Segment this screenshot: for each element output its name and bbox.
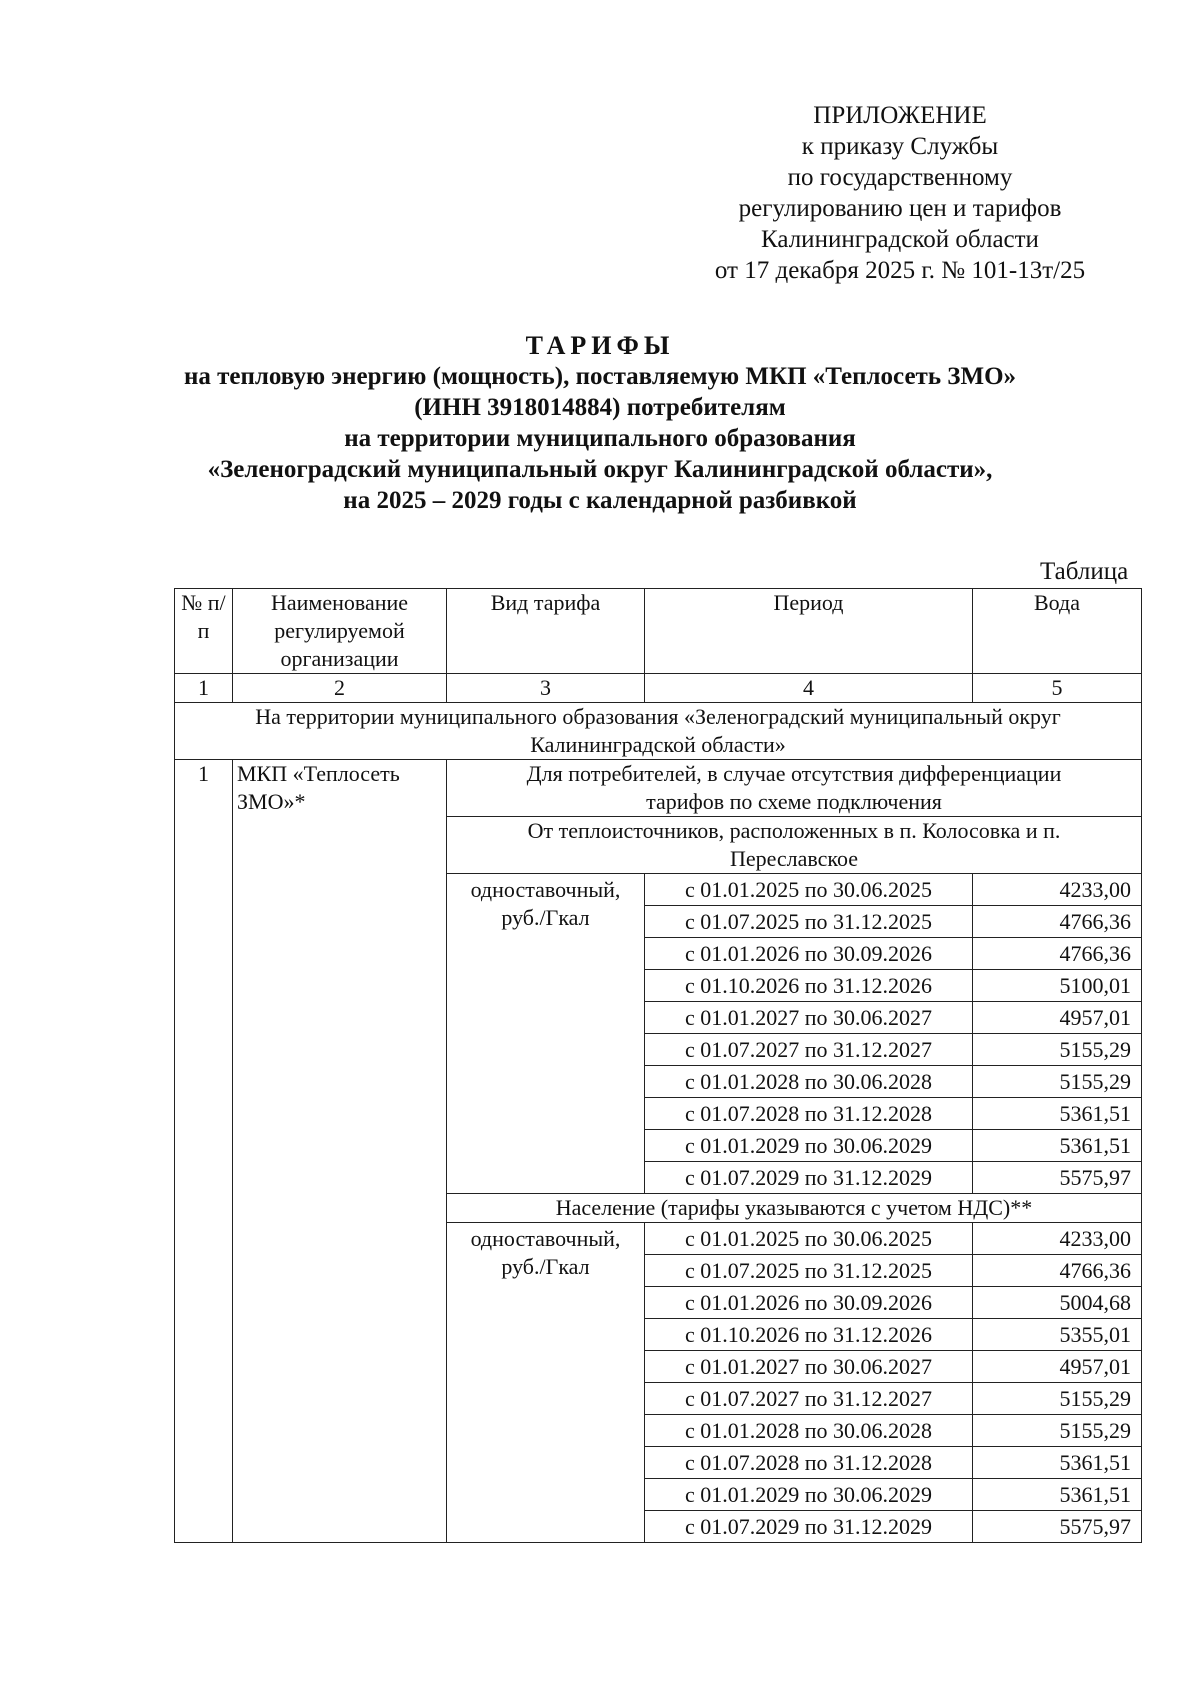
appendix-line: от 17 декабря 2025 г. № 101-13т/25 <box>714 257 1086 284</box>
appendix-line: по государственному <box>787 164 1013 191</box>
period-cell: с 01.10.2026 по 31.12.2026 <box>645 1319 973 1351</box>
value-cell: 5361,51 <box>973 1130 1142 1162</box>
region-cell: На территории муниципального образования «Зеленоградский муниципальный округ Калининградской области» <box>175 703 1142 760</box>
row-number: 1 <box>175 760 233 1543</box>
period-cell: с 01.10.2026 по 31.12.2026 <box>645 970 973 1002</box>
value-cell: 4233,00 <box>973 1223 1142 1255</box>
value-cell: 4957,01 <box>973 1002 1142 1034</box>
value-cell: 5004,68 <box>973 1287 1142 1319</box>
value-cell: 5155,29 <box>973 1383 1142 1415</box>
appendix-header <box>540 100 1200 286</box>
period-cell: с 01.07.2027 по 31.12.2027 <box>645 1383 973 1415</box>
period-cell: с 01.01.2027 по 30.06.2027 <box>645 1351 973 1383</box>
header-tariff-type: Вид тарифа <box>447 589 645 674</box>
appendix-line: к приказу Службы <box>801 133 999 160</box>
organization-name: МКП «Теплосеть ЗМО»* <box>233 760 447 1543</box>
period-cell: с 01.01.2027 по 30.06.2027 <box>645 1002 973 1034</box>
header-row <box>175 589 1142 674</box>
period-cell: с 01.01.2028 по 30.06.2028 <box>645 1066 973 1098</box>
period-cell: с 01.01.2028 по 30.06.2028 <box>645 1415 973 1447</box>
title-line: на территории муниципального образования <box>344 425 856 452</box>
column-number: 4 <box>645 674 973 703</box>
value-cell: 5355,01 <box>973 1319 1142 1351</box>
period-cell: с 01.07.2025 по 31.12.2025 <box>645 906 973 938</box>
section-title: От теплоисточников, расположенных в п. Колосовка и п. Переславское <box>447 817 1142 874</box>
appendix-line: регулированию цен и тарифов <box>738 195 1062 222</box>
header-organization: Наименование регулируемой организации <box>233 589 447 674</box>
column-number-row <box>175 674 1142 703</box>
period-cell: с 01.07.2025 по 31.12.2025 <box>645 1255 973 1287</box>
title-line: на тепловую энергию (мощность), поставляемую МКП «Теплосеть ЗМО» <box>183 363 1017 390</box>
period-cell: с 01.01.2026 по 30.09.2026 <box>645 1287 973 1319</box>
region-row <box>175 703 1142 760</box>
tariff-table <box>174 588 1142 1543</box>
document-title <box>0 330 1200 516</box>
value-cell: 4766,36 <box>973 1255 1142 1287</box>
table-label: Таблица <box>1040 558 1129 585</box>
tariff-type: одноставочный, руб./Гкал <box>447 874 645 1194</box>
period-cell: с 01.01.2029 по 30.06.2029 <box>645 1130 973 1162</box>
value-cell: 4233,00 <box>973 874 1142 906</box>
title-heading: ТАРИФЫ <box>525 331 675 360</box>
period-cell: с 01.07.2027 по 31.12.2027 <box>645 1034 973 1066</box>
period-cell: с 01.01.2025 по 30.06.2025 <box>645 1223 973 1255</box>
value-cell: 5575,97 <box>973 1511 1142 1543</box>
value-cell: 4957,01 <box>973 1351 1142 1383</box>
period-cell: с 01.01.2026 по 30.09.2026 <box>645 938 973 970</box>
value-cell: 5155,29 <box>973 1415 1142 1447</box>
appendix-line: Калининградской области <box>761 226 1039 253</box>
period-cell: с 01.01.2025 по 30.06.2025 <box>645 874 973 906</box>
column-number: 5 <box>973 674 1142 703</box>
column-number: 3 <box>447 674 645 703</box>
value-cell: 5155,29 <box>973 1034 1142 1066</box>
header-number: № п/п <box>175 589 233 674</box>
period-cell: с 01.01.2029 по 30.06.2029 <box>645 1479 973 1511</box>
value-cell: 5575,97 <box>973 1162 1142 1194</box>
organization-row <box>175 760 1142 817</box>
group-title: Для потребителей, в случае отсутствия дифференциации тарифов по схеме подключения <box>447 760 1142 817</box>
title-line: на 2025 – 2029 годы с календарной разбивкой <box>343 487 857 514</box>
tariff-type: одноставочный, руб./Гкал <box>447 1223 645 1543</box>
header-period: Период <box>645 589 973 674</box>
column-number: 1 <box>175 674 233 703</box>
header-water: Вода <box>973 589 1142 674</box>
value-cell: 4766,36 <box>973 938 1142 970</box>
value-cell: 5361,51 <box>973 1098 1142 1130</box>
period-cell: с 01.07.2029 по 31.12.2029 <box>645 1511 973 1543</box>
value-cell: 5155,29 <box>973 1066 1142 1098</box>
value-cell: 5100,01 <box>973 970 1142 1002</box>
value-cell: 5361,51 <box>973 1447 1142 1479</box>
value-cell: 4766,36 <box>973 906 1142 938</box>
title-line: «Зеленоградский муниципальный округ Калининградской области», <box>207 456 993 483</box>
appendix-line: ПРИЛОЖЕНИЕ <box>813 102 987 129</box>
section-title: Население (тарифы указываются с учетом НДС)** <box>447 1194 1142 1223</box>
title-line: (ИНН 3918014884) потребителям <box>414 394 786 421</box>
value-cell: 5361,51 <box>973 1479 1142 1511</box>
period-cell: с 01.07.2029 по 31.12.2029 <box>645 1162 973 1194</box>
period-cell: с 01.07.2028 по 31.12.2028 <box>645 1447 973 1479</box>
period-cell: с 01.07.2028 по 31.12.2028 <box>645 1098 973 1130</box>
column-number: 2 <box>233 674 447 703</box>
